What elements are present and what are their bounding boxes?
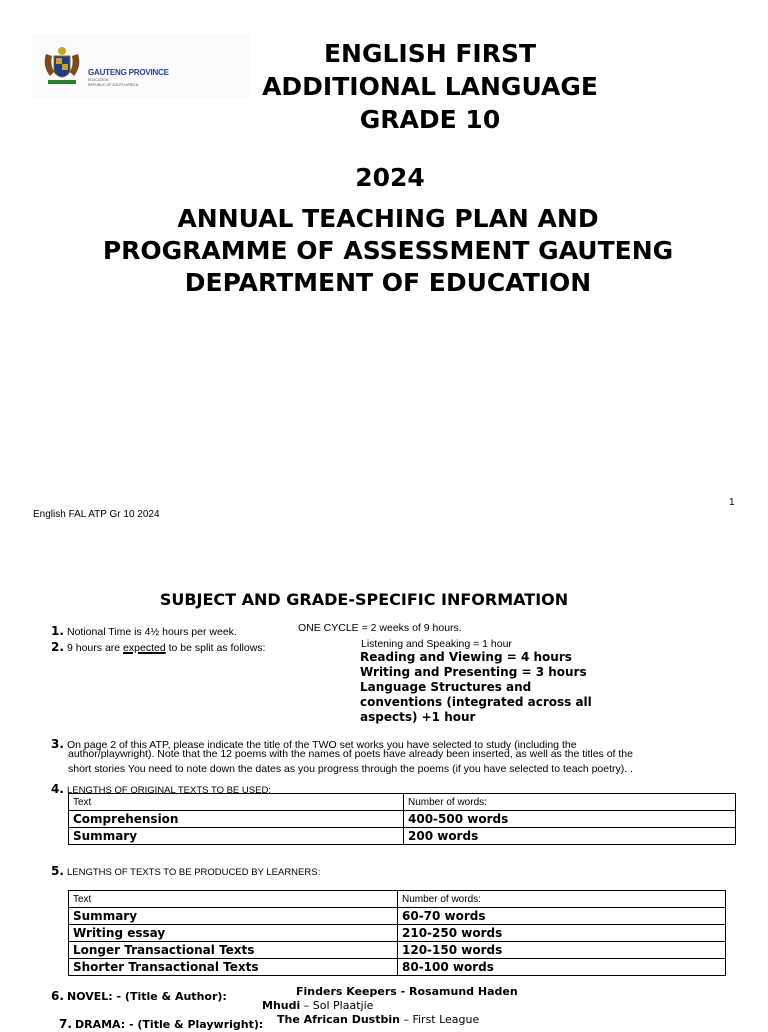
info-item-2 — [51, 636, 265, 655]
hours-split-after: to be split as follows: — [165, 642, 266, 654]
table-cell: Shorter Transactional Texts — [69, 959, 398, 976]
item-number: 4. — [51, 782, 64, 796]
table-cell: Longer Transactional Texts — [69, 942, 398, 959]
novel-title: Mhudi — [262, 999, 301, 1012]
table-cell: Writing essay — [69, 925, 398, 942]
table-row — [69, 828, 736, 845]
logo-sub-line: REPUBLIC OF SOUTH AFRICA — [88, 82, 139, 87]
drama-work — [277, 1013, 479, 1026]
reading-hours: Reading and Viewing = 4 hours — [360, 650, 572, 664]
item-number: 1. — [51, 624, 64, 638]
table-cell: 200 words — [404, 828, 736, 845]
cycle-info: ONE CYCLE = 2 weeks of 9 hours. — [298, 622, 462, 634]
item-number: 6. — [51, 989, 64, 1003]
novel-work-2 — [262, 999, 373, 1012]
table-cell: Comprehension — [69, 811, 404, 828]
subtitle-line: DEPARTMENT OF EDUCATION — [184, 268, 592, 297]
item3-line: short stories You need to note down the dates as you progress through the poems (if you have selected to teach poetry). . — [68, 763, 634, 775]
table-header-cell: Text — [69, 794, 404, 811]
produced-texts-label: LENGTHS OF TEXTS TO BE PRODUCED BY LEARNERS: — [67, 867, 321, 878]
table-header-cell: Number of words: — [398, 891, 726, 908]
item-number: 7. — [59, 1017, 72, 1031]
table-header-row — [69, 794, 736, 811]
table-cell: 210-250 words — [398, 925, 726, 942]
table-cell: 120-150 words — [398, 942, 726, 959]
subtitle-line: ANNUAL TEACHING PLAN AND — [177, 204, 599, 233]
drama-title: The African Dustbin — [277, 1013, 400, 1026]
info-item-7 — [59, 1013, 263, 1032]
hours-split-before: 9 hours are — [67, 642, 124, 654]
logo-name: GAUTENG PROVINCE — [88, 68, 169, 77]
table-header-cell: Text — [69, 891, 398, 908]
item-number: 5. — [51, 864, 64, 878]
info-item-6 — [51, 985, 227, 1004]
novel-work: Finders Keepers - Rosamund Haden — [296, 985, 518, 998]
gauteng-logo — [32, 34, 250, 98]
info-item-5 — [51, 860, 320, 879]
section-heading: SUBJECT AND GRADE-SPECIFIC INFORMATION — [159, 590, 569, 609]
writing-hours: Writing and Presenting = 3 hours — [360, 665, 587, 679]
table-row — [69, 908, 726, 925]
language-hours-line: conventions (integrated across all — [360, 695, 592, 709]
original-texts-table — [68, 793, 736, 845]
title-line: ENGLISH FIRST — [323, 39, 537, 68]
produced-texts-table — [68, 890, 726, 976]
coat-of-arms-icon — [40, 42, 84, 90]
page-number: 1 — [729, 497, 735, 508]
novel-author: – Sol Plaatjie — [300, 999, 374, 1012]
table-cell: 80-100 words — [398, 959, 726, 976]
title-line: ADDITIONAL LANGUAGE — [262, 72, 598, 101]
table-header-cell: Number of words: — [404, 794, 736, 811]
language-hours-line: aspects) +1 hour — [360, 710, 476, 724]
notional-time: Notional Time is 4½ hours per week. — [67, 626, 237, 638]
drama-author: – First League — [399, 1013, 480, 1026]
title-line: GRADE 10 — [359, 105, 501, 134]
table-header-row — [69, 891, 726, 908]
document-year: 2024 — [355, 163, 425, 192]
item3-line: On page 2 of this ATP, please indicate the title of the TWO set works you have selected to study (including the — [67, 739, 577, 751]
document-subtitle — [60, 203, 716, 299]
item-number: 2. — [51, 640, 64, 654]
logo-sub-line: EDUCATION — [88, 78, 109, 82]
table-row — [69, 811, 736, 828]
table-cell: Summary — [69, 908, 398, 925]
document-title — [240, 37, 620, 136]
table-cell: 60-70 words — [398, 908, 726, 925]
page-footer: English FAL ATP Gr 10 2024 — [33, 509, 160, 520]
table-cell: 400-500 words — [404, 811, 736, 828]
drama-label: DRAMA: - (Title & Playwright): — [75, 1018, 264, 1031]
original-texts-label: LENGTHS OF ORIGINAL TEXTS TO BE USED: — [67, 785, 271, 796]
language-hours-line: Language Structures and — [360, 680, 532, 694]
listening-hours: Listening and Speaking = 1 hour — [361, 638, 512, 650]
table-row — [69, 925, 726, 942]
item3-line: author/playwright). Note that the 12 poems with the names of poets have already been inserted, as well as the titles of the — [68, 748, 633, 760]
item-number: 3. — [51, 737, 64, 751]
hours-split-underlined: expected — [123, 642, 166, 654]
table-row — [69, 959, 726, 976]
novel-label: NOVEL: - (Title & Author): — [67, 990, 227, 1003]
subtitle-line: PROGRAMME OF ASSESSMENT GAUTENG — [102, 236, 674, 265]
table-row — [69, 942, 726, 959]
table-cell: Summary — [69, 828, 404, 845]
